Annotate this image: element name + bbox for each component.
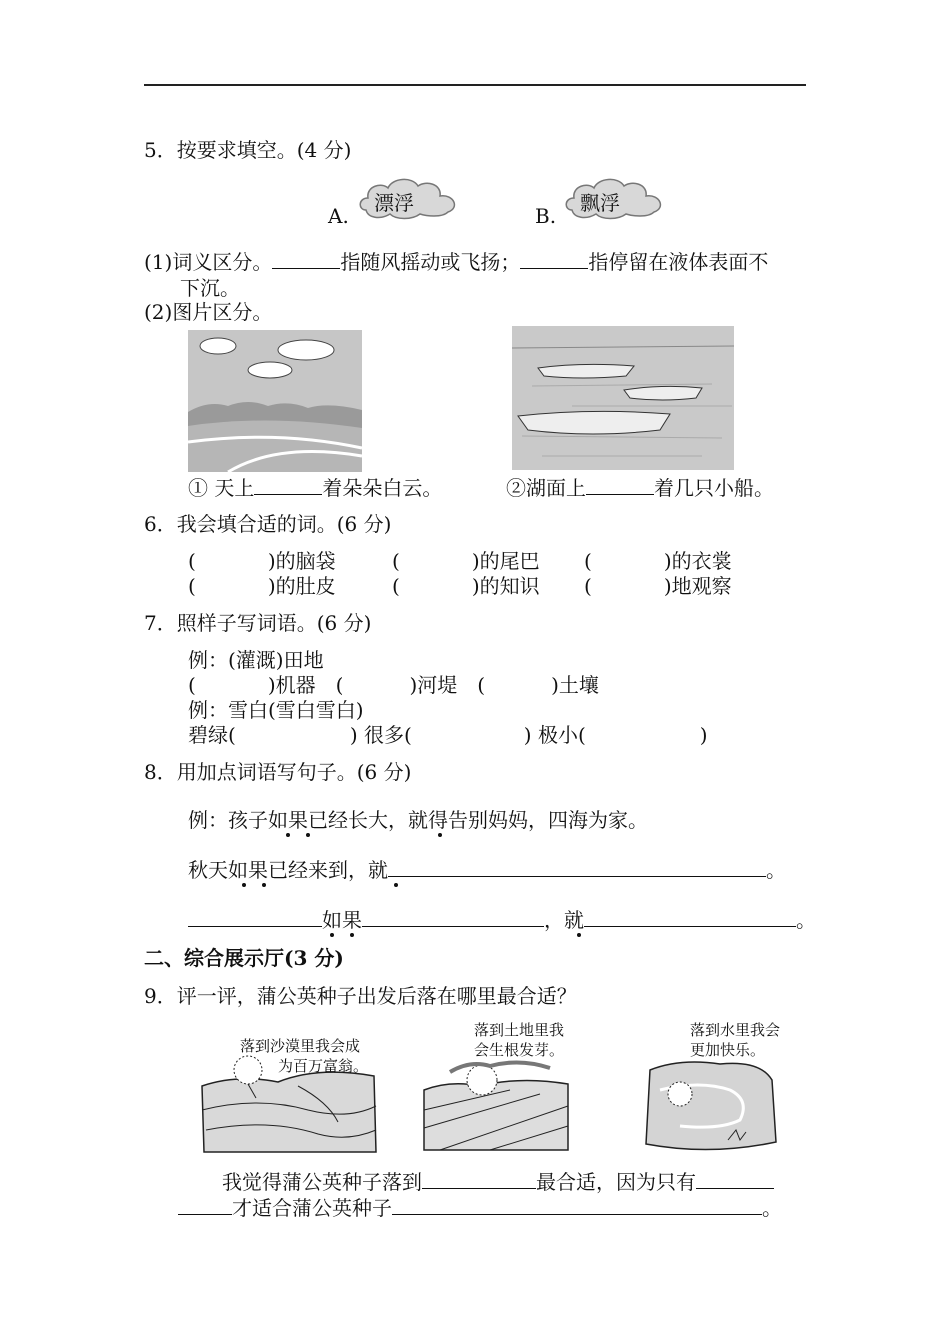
q5-p1-cont: 下沉。 xyxy=(180,276,240,300)
q8-jiu: ，就 xyxy=(544,908,584,932)
q6-item: ( )地观察 xyxy=(584,574,732,598)
q8-title: 8．用加点词语写句子。(6 分) xyxy=(144,760,412,784)
q9-title: 9．评一评，蒲公英种子出发后落在哪里最合适？ xyxy=(144,984,577,1008)
q6-item-text: 地观察 xyxy=(671,574,732,598)
q9-answer-line1 xyxy=(222,1170,774,1194)
bubble2-line1: 落到土地里我 xyxy=(474,1021,565,1039)
sky-clouds-picture xyxy=(188,330,362,472)
q8-ruguo: 如果 xyxy=(322,908,362,932)
field-picture xyxy=(420,1050,572,1156)
answer-line[interactable] xyxy=(388,858,766,877)
caption2-suffix: 着几只小船。 xyxy=(654,476,774,500)
option-b-word: 飘浮 xyxy=(580,191,620,215)
q7-row2: 碧绿( ) 很多( ) 极小( ) xyxy=(188,723,708,747)
water-picture xyxy=(640,1050,780,1156)
answer-line[interactable] xyxy=(422,1170,536,1189)
period: 。 xyxy=(766,858,786,882)
q5-title: 5．按要求填空。(4 分) xyxy=(144,138,352,162)
emphasis-dot xyxy=(577,933,581,937)
q7-row1: ( )机器 ( )河堤 ( )土壤 xyxy=(188,673,599,697)
top-rule xyxy=(144,84,806,86)
option-a-label: A. xyxy=(328,204,349,228)
option-b-label: B. xyxy=(535,204,557,228)
q6-item: ( )的知识 xyxy=(392,574,540,598)
answer-line[interactable] xyxy=(362,908,544,927)
q8-s1-prefix: 秋天如果已经来到，就 xyxy=(188,858,388,882)
q7-word: 极小 xyxy=(537,723,578,747)
emphasis-dot xyxy=(350,933,354,937)
q7-example1: 例：(灌溉)田地 xyxy=(188,648,324,672)
q5-p1-mid: 指随风摇动或飞扬； xyxy=(340,250,521,274)
answer-line[interactable] xyxy=(392,1196,762,1215)
bubble1-line2: 为百万富翁。 xyxy=(278,1057,369,1075)
answer-line[interactable] xyxy=(584,908,796,927)
section2-title: 二、综合展示厅(3 分) xyxy=(144,946,344,970)
q6-item: ( )的肚皮 xyxy=(188,574,336,598)
blank[interactable] xyxy=(520,250,588,269)
emphasis-dot xyxy=(306,833,310,837)
bubble3-line1: 落到水里我会 xyxy=(690,1021,781,1039)
q8-sentence1 xyxy=(188,858,786,882)
q9-answer-line2 xyxy=(178,1196,782,1220)
q7-example2: 例：雪白(雪白雪白) xyxy=(188,698,364,722)
q6-item-text: 的知识 xyxy=(479,574,540,598)
q8-sentence2 xyxy=(188,908,816,932)
caption1-prefix: ① 天上 xyxy=(188,476,255,500)
caption2-prefix: ②湖面上 xyxy=(506,476,586,500)
lake-boats-picture xyxy=(512,326,734,470)
q7-word: 碧绿 xyxy=(188,723,228,747)
q5-part2: (2)图片区分。 xyxy=(144,300,273,324)
blank[interactable] xyxy=(586,476,654,495)
q6-title: 6．我会填合适的词。(6 分) xyxy=(144,512,392,536)
q6-item: ( )的尾巴 xyxy=(392,549,540,573)
blank[interactable] xyxy=(254,476,322,495)
q6-item-text: 的脑袋 xyxy=(275,549,336,573)
answer-line[interactable] xyxy=(178,1196,232,1215)
answer-line[interactable] xyxy=(188,908,322,927)
q6-item-text: 的尾巴 xyxy=(479,549,540,573)
q5-caption2 xyxy=(506,476,774,500)
emphasis-dot xyxy=(262,883,266,887)
q7-title: 7．照样子写词语。(6 分) xyxy=(144,611,372,635)
emphasis-dot xyxy=(438,833,442,837)
q6-item: ( )的衣裳 xyxy=(584,549,732,573)
q7-word: 机器 xyxy=(275,673,316,697)
emphasis-dot xyxy=(394,883,398,887)
blank[interactable] xyxy=(272,250,340,269)
q5-p1-end: 指停留在液体表面不 xyxy=(588,250,769,274)
q5-caption1 xyxy=(188,476,442,500)
q6-item-text: 的肚皮 xyxy=(275,574,336,598)
period: 。 xyxy=(796,908,816,932)
q7-word: 土壤 xyxy=(558,673,599,697)
q8-example: 例：孩子如果已经长大，就得告别妈妈，四海为家。 xyxy=(188,808,648,832)
q9-ans-prefix: 我觉得蒲公英种子落到 xyxy=(222,1170,422,1194)
emphasis-dot xyxy=(330,933,334,937)
q9-ans-l2-mid: 才适合蒲公英种子 xyxy=(232,1196,392,1220)
answer-line[interactable] xyxy=(696,1170,774,1189)
emphasis-dot xyxy=(286,833,290,837)
q6-item: ( )的脑袋 xyxy=(188,549,336,573)
q7-word: 很多 xyxy=(363,723,404,747)
bubble2-line2: 会生根发芽。 xyxy=(474,1041,565,1059)
bubble1-line1: 落到沙漠里我会成 xyxy=(240,1037,361,1055)
option-a-word: 漂浮 xyxy=(374,191,414,215)
bubble3-line2: 更加快乐。 xyxy=(690,1041,766,1059)
q9-ans-mid: 最合适，因为只有 xyxy=(536,1170,696,1194)
period: 。 xyxy=(762,1196,782,1220)
q6-item-text: 的衣裳 xyxy=(671,549,732,573)
q5-part1 xyxy=(144,250,768,274)
emphasis-dot xyxy=(242,883,246,887)
q5-p1-prefix: (1)词义区分。 xyxy=(144,250,273,274)
q7-word: 河堤 xyxy=(417,673,458,697)
caption1-suffix: 着朵朵白云。 xyxy=(322,476,443,500)
